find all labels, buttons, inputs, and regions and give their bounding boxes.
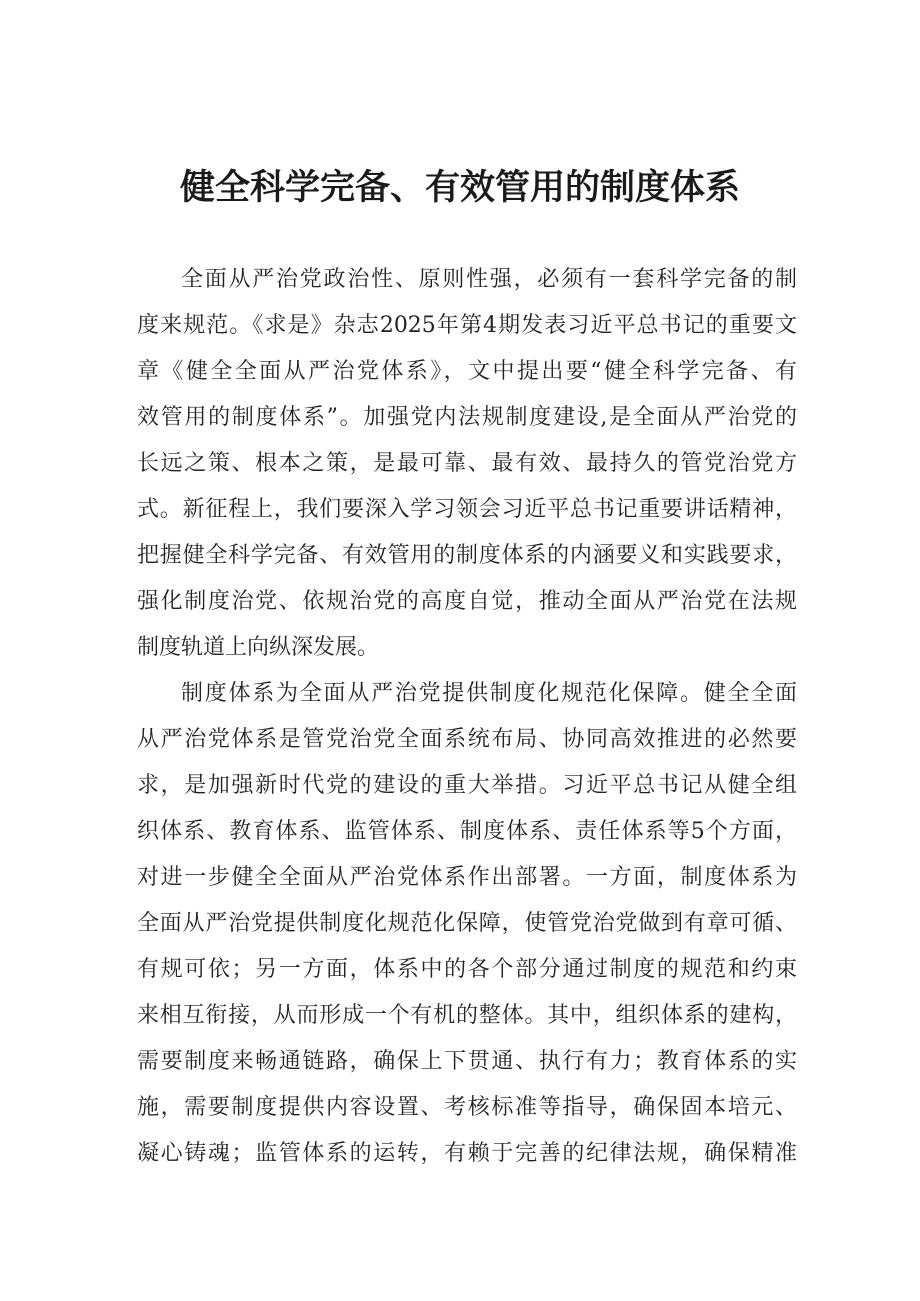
paragraph-2-line: 求，是加强新时代党的建设的重大举措。习近平总书记从健全组 <box>137 773 797 798</box>
page-title: 健全科学完备、有效管用的制度体系 <box>179 168 740 208</box>
paragraph-1-line: 全面从严治党政治性、原则性强，必须有一套科学完备的制 <box>181 267 797 292</box>
paragraph-1-line: 强化制度治党、依规治党的高度自觉，推动全面从严治党在法规 <box>137 589 797 614</box>
paragraph-2-line: 施，需要制度提供内容设置、考核标准等指导，确保固本培元、 <box>137 1095 797 1120</box>
paragraph-1-line: 式。新征程上，我们要深入学习领会习近平总书记重要讲话精神， <box>137 497 797 522</box>
paragraph-1-line: 章《健全全面从严治党体系》，文中提出要“健全科学完备、有 <box>137 359 797 384</box>
paragraph-1-line: 把握健全科学完备、有效管用的制度体系的内涵要义和实践要求， <box>137 543 797 568</box>
paragraph-2-line: 织体系、教育体系、监管体系、制度体系、责任体系等5个方面， <box>137 819 797 844</box>
paragraph-1-line: 效管用的制度体系”。加强党内法规制度建设,是全面从严治党的 <box>137 405 797 430</box>
paragraph-2-line: 来相互衔接，从而形成一个有机的整体。其中，组织体系的建构， <box>137 1003 797 1028</box>
paragraph-2-line: 有规可依；另一方面，体系中的各个部分通过制度的规范和约束 <box>137 957 797 982</box>
paragraph-1-line: 制度轨道上向纵深发展。 <box>137 635 380 660</box>
paragraph-2-line: 从严治党体系是管党治党全面系统布局、协同高效推进的必然要 <box>137 727 797 752</box>
paragraph-2-line: 凝心铸魂；监管体系的运转，有赖于完善的纪律法规，确保精准 <box>137 1141 797 1166</box>
paragraph-2-line: 需要制度来畅通链路，确保上下贯通、执行有力；教育体系的实 <box>137 1049 797 1074</box>
paragraph-1-line: 长远之策、根本之策，是最可靠、最有效、最持久的管党治党方 <box>137 451 797 476</box>
body-text <box>137 257 797 1177</box>
paragraph-2-line: 对进一步健全全面从严治党体系作出部署。一方面，制度体系为 <box>137 865 797 890</box>
paragraph-2-line: 制度体系为全面从严治党提供制度化规范化保障。健全全面 <box>181 681 797 706</box>
paragraph-1-line: 度来规范。《求是》杂志2025年第4期发表习近平总书记的重要文 <box>137 313 797 338</box>
paragraph-2-line: 全面从严治党提供制度化规范化保障，使管党治党做到有章可循、 <box>137 911 797 936</box>
